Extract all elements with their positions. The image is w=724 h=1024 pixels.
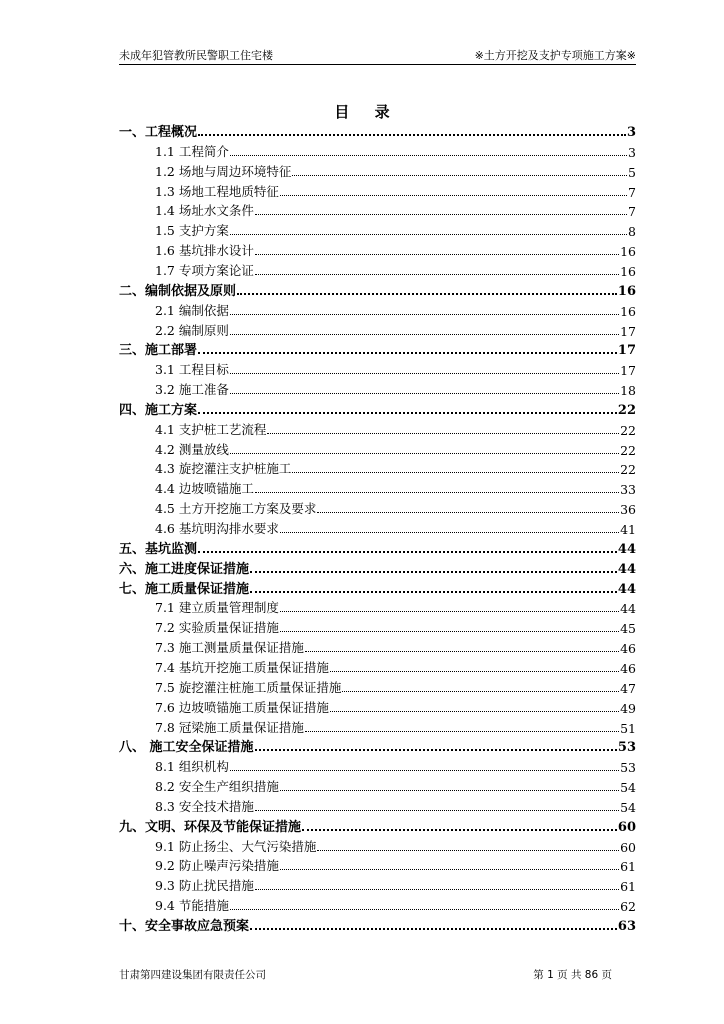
toc-entry-page: 5 xyxy=(628,164,636,180)
toc-entry-title: 9.1 防止扬尘、大气污染措施 xyxy=(155,838,317,854)
toc-dot-leader xyxy=(230,155,627,156)
toc-section-entry[interactable] xyxy=(119,477,636,497)
toc-section-entry[interactable] xyxy=(119,676,636,696)
toc-section-entry[interactable] xyxy=(119,854,636,874)
header-document-title: ※土方开挖及支护专项施工方案※ xyxy=(474,49,636,62)
toc-entry-title: 一、工程概况 xyxy=(119,125,198,140)
toc-section-entry[interactable] xyxy=(119,219,636,239)
toc-entry-page: 47 xyxy=(620,680,636,696)
toc-entry-title: 三、施工部署 xyxy=(119,343,198,359)
header-divider xyxy=(119,64,636,65)
toc-dot-leader xyxy=(280,869,619,870)
toc-dot-leader xyxy=(250,928,617,930)
toc-dot-leader xyxy=(255,749,617,751)
toc-entry-title: 4.2 测量放线 xyxy=(155,441,229,457)
footer-page-number: 第 1 页 共 86 页 xyxy=(533,969,612,981)
toc-entry-page: 16 xyxy=(620,263,636,279)
toc-entry-page: 44 xyxy=(617,541,636,557)
toc-entry-page: 17 xyxy=(617,343,636,359)
toc-entry-title: 八、 施工安全保证措施 xyxy=(119,740,254,756)
toc-dot-leader xyxy=(292,472,619,473)
toc-entry-title: 3.1 工程目标 xyxy=(155,362,229,378)
toc-title: 目 录 xyxy=(334,103,400,121)
toc-section-entry[interactable] xyxy=(119,438,636,458)
toc-dot-leader xyxy=(305,731,619,732)
toc-dot-leader xyxy=(255,492,619,493)
toc-entry-page: 63 xyxy=(617,919,636,934)
toc-dot-leader xyxy=(280,532,619,533)
toc-entry-title: 1.5 支护方案 xyxy=(155,223,229,239)
toc-chapter-entry[interactable] xyxy=(119,557,636,577)
page-footer xyxy=(119,968,636,982)
page-header xyxy=(119,49,636,63)
toc-dot-leader xyxy=(255,274,619,275)
toc-entry-title: 1.2 场地与周边环境特征 xyxy=(155,163,292,179)
toc-section-entry[interactable] xyxy=(119,616,636,636)
toc-entry-title: 1.7 专项方案论证 xyxy=(155,262,254,278)
toc-section-entry[interactable] xyxy=(119,497,636,517)
toc-section-entry[interactable] xyxy=(119,656,636,676)
toc-entry-page: 22 xyxy=(620,462,636,478)
toc-entry-title: 9.4 节能措施 xyxy=(155,898,229,914)
toc-dot-leader xyxy=(230,234,627,235)
toc-section-entry[interactable] xyxy=(119,775,636,795)
toc-section-entry[interactable] xyxy=(119,299,636,319)
toc-entry-page: 3 xyxy=(628,144,636,160)
toc-dot-leader xyxy=(230,373,619,374)
toc-dot-leader xyxy=(230,393,619,394)
toc-dot-leader xyxy=(280,195,627,196)
toc-entry-title: 4.6 基坑明沟排水要求 xyxy=(155,521,279,536)
toc-dot-leader xyxy=(342,691,619,692)
toc-entry-title: 8.3 安全技术措施 xyxy=(155,798,254,814)
toc-entry-title: 7.4 基坑开挖施工质量保证措施 xyxy=(155,659,329,675)
toc-entry-page: 60 xyxy=(617,819,636,835)
toc-dot-leader xyxy=(198,412,617,414)
toc-entry-title: 1.3 场地工程地质特征 xyxy=(155,183,279,199)
toc-entry-title: 9.3 防止扰民措施 xyxy=(155,878,254,894)
toc-dot-leader xyxy=(292,175,627,176)
toc-entry-title: 7.1 建立质量管理制度 xyxy=(155,600,279,616)
toc-dot-leader xyxy=(305,651,619,652)
toc-section-entry[interactable] xyxy=(119,140,636,160)
toc-dot-leader xyxy=(330,711,619,712)
toc-dot-leader xyxy=(230,453,619,454)
footer-company: 甘肃第四建设集团有限责任公司 xyxy=(119,969,266,981)
toc-dot-leader xyxy=(230,314,619,315)
toc-entry-page: 44 xyxy=(620,601,636,617)
toc-entry-title: 1.4 场址水文条件 xyxy=(155,203,254,219)
toc-section-entry[interactable] xyxy=(119,874,636,894)
toc-dot-leader xyxy=(237,293,617,295)
toc-entry-page: 60 xyxy=(620,839,636,855)
toc-entry-title: 7.3 施工测量质量保证措施 xyxy=(155,640,304,656)
toc-entry-title: 十、安全事故应急预案 xyxy=(119,919,250,934)
toc-entry-title: 1.6 基坑排水设计 xyxy=(155,243,254,259)
toc-chapter-entry[interactable] xyxy=(119,577,636,597)
toc-entry-title: 4.1 支护桩工艺流程 xyxy=(155,421,267,437)
toc-dot-leader xyxy=(280,611,619,612)
toc-entry-title: 2.2 编制原则 xyxy=(155,322,229,338)
toc-section-entry[interactable] xyxy=(119,596,636,616)
toc-dot-leader xyxy=(230,334,619,335)
toc-dot-leader xyxy=(267,433,619,434)
toc-dot-leader xyxy=(255,254,619,255)
toc-section-entry[interactable] xyxy=(119,517,636,537)
toc-entry-title: 四、施工方案 xyxy=(119,402,198,418)
toc-section-entry[interactable] xyxy=(119,696,636,716)
toc-entry-title: 4.5 土方开挖施工方案及要求 xyxy=(155,501,317,517)
toc-section-entry[interactable] xyxy=(119,457,636,477)
toc-entry-page: 46 xyxy=(620,660,636,676)
toc-entry-page: 41 xyxy=(620,522,636,537)
toc-dot-leader xyxy=(250,571,617,573)
toc-entry-page: 7 xyxy=(628,184,636,200)
toc-entry-page: 8 xyxy=(628,224,636,240)
toc-section-entry[interactable] xyxy=(119,180,636,200)
toc-entry-page: 22 xyxy=(617,402,636,418)
toc-entry-page: 45 xyxy=(620,621,636,637)
toc-entry-page: 17 xyxy=(620,363,636,379)
header-project-name: 未成年犯管教所民警职工住宅楼 xyxy=(119,49,273,62)
toc-entry-page: 7 xyxy=(628,204,636,220)
toc-chapter-entry[interactable] xyxy=(119,815,636,835)
toc-entry-page: 33 xyxy=(620,482,636,498)
toc-section-entry[interactable] xyxy=(119,160,636,180)
toc-entry-page: 62 xyxy=(620,899,636,915)
toc-entry-title: 7.6 边坡喷锚施工质量保证措施 xyxy=(155,699,329,715)
toc-dot-leader xyxy=(255,889,619,890)
toc-entry-page: 61 xyxy=(620,859,636,875)
toc-entry-page: 53 xyxy=(620,760,636,776)
toc-entry-title: 3.2 施工准备 xyxy=(155,382,229,398)
toc-section-entry[interactable] xyxy=(119,418,636,438)
toc-section-entry[interactable] xyxy=(119,259,636,279)
toc-dot-leader xyxy=(250,591,617,593)
toc-section-entry[interactable] xyxy=(119,358,636,378)
toc-chapter-entry[interactable] xyxy=(119,398,636,418)
toc-entry-page: 22 xyxy=(620,442,636,458)
toc-entry-title: 7.8 冠梁施工质量保证措施 xyxy=(155,719,304,735)
toc-entry-page: 44 xyxy=(617,581,636,597)
toc-entry-page: 22 xyxy=(620,422,636,438)
toc-entry-page: 16 xyxy=(620,303,636,319)
toc-dot-leader xyxy=(198,551,617,553)
toc-entry-page: 18 xyxy=(620,383,636,399)
toc-entry-title: 7.2 实验质量保证措施 xyxy=(155,620,279,636)
toc-entry-page: 49 xyxy=(620,700,636,716)
toc-chapter-entry[interactable] xyxy=(119,914,636,934)
toc-section-entry[interactable] xyxy=(119,199,636,219)
toc-entry-title: 七、施工质量保证措施 xyxy=(119,581,250,597)
toc-dot-leader xyxy=(198,352,617,354)
toc-entry-title: 九、文明、环保及节能保证措施 xyxy=(119,819,302,835)
toc-section-entry[interactable] xyxy=(119,755,636,775)
toc-dot-leader xyxy=(330,671,619,672)
toc-dot-leader xyxy=(198,134,626,136)
toc-entry-title: 五、基坑监测 xyxy=(119,541,198,557)
toc-chapter-entry[interactable] xyxy=(119,120,636,140)
toc-dot-leader xyxy=(317,850,619,851)
toc-entry-page: 3 xyxy=(626,125,636,140)
toc-section-entry[interactable] xyxy=(119,795,636,815)
toc-entry-page: 54 xyxy=(620,780,636,796)
toc-section-entry[interactable] xyxy=(119,378,636,398)
toc-entry-page: 36 xyxy=(620,502,636,518)
toc-entry-title: 9.2 防止噪声污染措施 xyxy=(155,858,279,874)
toc-entry-title: 8.2 安全生产组织措施 xyxy=(155,779,279,795)
toc-dot-leader xyxy=(230,770,619,771)
toc-entry-page: 53 xyxy=(617,740,636,756)
toc-section-entry[interactable] xyxy=(119,319,636,339)
toc-dot-leader xyxy=(280,631,619,632)
toc-entry-title: 8.1 组织机构 xyxy=(155,759,229,775)
toc-chapter-entry[interactable] xyxy=(119,537,636,557)
toc-entry-title: 六、施工进度保证措施 xyxy=(119,561,250,577)
toc-dot-leader xyxy=(255,810,619,811)
toc-entry-title: 4.4 边坡喷锚施工 xyxy=(155,481,254,497)
toc-entry-title: 2.1 编制依据 xyxy=(155,302,229,318)
toc-section-entry[interactable] xyxy=(119,636,636,656)
toc-entry-page: 16 xyxy=(620,244,636,260)
toc-chapter-entry[interactable] xyxy=(119,279,636,299)
toc-entry-title: 7.5 旋挖灌注桩施工质量保证措施 xyxy=(155,679,342,695)
toc-dot-leader xyxy=(317,512,619,513)
toc-entry-page: 17 xyxy=(620,323,636,339)
toc-entry-title: 4.3 旋挖灌注支护桩施工 xyxy=(155,461,292,477)
toc-entry-page: 46 xyxy=(620,641,636,657)
toc-section-entry[interactable] xyxy=(119,239,636,259)
toc-section-entry[interactable] xyxy=(119,716,636,736)
toc-entry-page: 54 xyxy=(620,799,636,815)
toc-dot-leader xyxy=(302,829,617,831)
toc-dot-leader xyxy=(230,909,619,910)
toc-dot-leader xyxy=(280,790,619,791)
toc-dot-leader xyxy=(255,214,627,215)
toc-section-entry[interactable] xyxy=(119,835,636,855)
toc-entry-page: 51 xyxy=(620,720,636,736)
toc-chapter-entry[interactable] xyxy=(119,338,636,358)
toc-entry-page: 61 xyxy=(620,879,636,895)
toc-section-entry[interactable] xyxy=(119,894,636,914)
toc-entry-title: 1.1 工程简介 xyxy=(155,143,229,159)
toc-entry-page: 44 xyxy=(617,561,636,577)
toc-entry-page: 16 xyxy=(617,283,636,299)
toc-chapter-entry[interactable] xyxy=(119,735,636,755)
toc-entry-title: 二、编制依据及原则 xyxy=(119,283,237,299)
